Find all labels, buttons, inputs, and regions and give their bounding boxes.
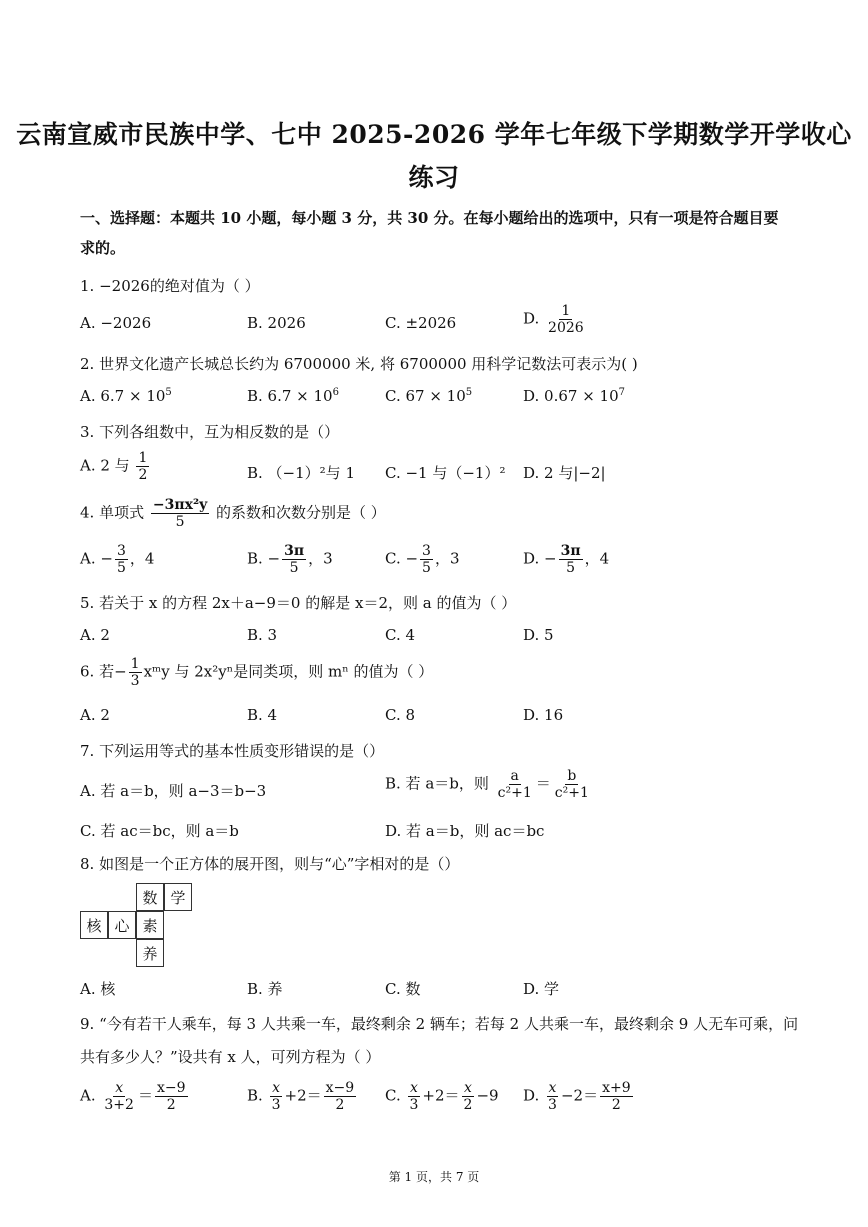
q4-d-prefix: D. − (523, 549, 557, 568)
q2-option-d (523, 387, 625, 405)
q9-option-c (385, 1080, 499, 1113)
denominator: c²+1 (554, 785, 589, 801)
q9-c-fraction-right (462, 1080, 475, 1113)
q3-option-a (80, 450, 151, 483)
numerator: 3 (116, 543, 126, 559)
q3-option-d: D. 2 与|−2| (523, 464, 606, 482)
q4-stem-suffix: 的系数和次数分别是（ ） (216, 503, 386, 522)
q4-b-suffix: ，3 (308, 549, 333, 568)
q4-option-a (80, 543, 154, 576)
q4-stem-fraction (151, 497, 209, 530)
q9-a-fraction-right (155, 1080, 188, 1113)
question-5-stem: 5. 若关于 x 的方程 2x＋a−9＝0 的解是 x＝2，则 a 的值为（ ） (80, 594, 517, 612)
q3-a-fraction (136, 450, 149, 483)
q6-option-c: C. 8 (385, 706, 416, 724)
denominator: 3 (130, 673, 140, 689)
q2-a-exp: 5 (165, 387, 172, 398)
numerator: x+9 (602, 1080, 631, 1096)
denominator: 5 (289, 560, 299, 576)
q5-option-a: A. 2 (80, 626, 110, 644)
q6-stem-prefix: 6. 若− (80, 662, 127, 681)
denominator: 2026 (548, 320, 584, 336)
q1-option-b: B. 2026 (247, 314, 306, 332)
question-4-stem (80, 497, 386, 530)
q4-a-prefix: A. − (80, 549, 113, 568)
q2-c-exp: 5 (465, 387, 473, 398)
q4-option-b (247, 543, 333, 576)
denominator: 3+2 (104, 1097, 134, 1113)
question-1-stem: 1. −2026的绝对值为（ ） (80, 277, 260, 295)
net-cell-xue: 学 (164, 883, 192, 911)
q1-d-prefix: D. (523, 309, 540, 328)
numerator: 3 (422, 543, 431, 559)
q5-option-d: D. 5 (523, 626, 554, 644)
q7-b-prefix: B. 若 a＝b，则 (385, 774, 489, 793)
q9-option-a (80, 1080, 190, 1113)
net-cell-xin: 心 (108, 911, 136, 939)
q6-stem-fraction (129, 656, 142, 689)
question-6-stem (80, 656, 433, 689)
q9-b-prefix: B. (247, 1086, 263, 1105)
denominator: 2 (335, 1097, 345, 1113)
numerator: b (567, 768, 577, 784)
q4-c-prefix: C. − (385, 549, 419, 568)
denominator: 3 (271, 1097, 281, 1113)
denominator: 2 (463, 1097, 473, 1113)
q8-option-c: C. 数 (385, 980, 421, 998)
q8-option-a: A. 核 (80, 980, 116, 998)
q9-a-fraction-left (102, 1080, 136, 1113)
q4-a-fraction (115, 543, 128, 576)
q7-option-d: D. 若 a＝b，则 ac＝bc (385, 822, 545, 840)
q4-b-prefix: B. − (247, 549, 281, 568)
net-cell-yang: 养 (136, 939, 164, 967)
q2-b-exp: 6 (332, 387, 339, 398)
numerator: x (464, 1080, 472, 1096)
q5-option-c: C. 4 (385, 626, 416, 644)
numerator: 1 (130, 656, 140, 672)
numerator: x−9 (325, 1080, 355, 1096)
numerator: x (272, 1080, 280, 1096)
question-9-stem-line1: 9. “今有若干人乘车，每 3 人共乘一车，最终剩余 2 辆车；若每 2 人共乘一车，最终剩余 9 人无车可乘，问 (80, 1015, 799, 1033)
denominator: 3 (409, 1097, 419, 1113)
q9-c-middle: +2＝ (422, 1086, 460, 1105)
q1-option-c: C. ±2026 (385, 314, 457, 332)
section-heading: 一、选择题：本题共 10 小题，每小题 3 分，共 30 分。在每小题给出的选项中，只有一项是符合题目要求的。 (80, 209, 779, 257)
q6-stem-rest: xᵐy 与 2x²yⁿ是同类项，则 mⁿ 的值为（ ） (143, 662, 434, 681)
q9-b-middle: +2＝ (284, 1086, 322, 1105)
q9-d-fraction-left (546, 1080, 559, 1113)
q4-d-fraction (559, 543, 583, 576)
numerator: a (510, 768, 519, 784)
numerator: 3π (284, 543, 305, 559)
denominator: 5 (116, 560, 126, 576)
q9-d-middle: −2＝ (560, 1086, 599, 1105)
q1-option-d (523, 303, 588, 336)
q4-c-suffix: ，3 (434, 549, 460, 568)
denominator: 5 (422, 560, 431, 576)
denominator: 5 (566, 560, 576, 576)
q9-b-fraction-right (324, 1080, 357, 1113)
q4-b-fraction (282, 543, 306, 576)
q9-option-d (523, 1080, 635, 1113)
q4-stem-prefix: 4. 单项式 (80, 503, 145, 522)
q9-a-prefix: A. (80, 1086, 96, 1105)
q6-option-d: D. 16 (523, 706, 564, 724)
q6-option-b: B. 4 (247, 706, 278, 724)
numerator: x (115, 1080, 124, 1096)
q2-option-a (80, 387, 172, 405)
page-title: 云南宣威市民族中学、七中 2025-2026 学年七年级下学期数学开学收心 (16, 120, 852, 149)
numerator: −3πx²y (152, 497, 208, 513)
denominator: c²+1 (497, 785, 532, 801)
q7-b-fraction-right (553, 768, 591, 801)
q3-a-prefix: A. 2 与 (80, 456, 130, 475)
q7-option-c: C. 若 ac＝bc，则 a＝b (80, 822, 239, 840)
net-cell-su: 素 (136, 911, 164, 939)
q9-b-fraction-left (270, 1080, 283, 1113)
q2-d-exp: 7 (618, 387, 625, 398)
q9-c-fraction-left (408, 1080, 421, 1113)
q8-option-d: D. 学 (523, 980, 560, 998)
denominator: 5 (175, 514, 185, 530)
q5-option-b: B. 3 (247, 626, 278, 644)
q2-option-c (385, 387, 472, 405)
question-3-stem: 3. 下列各组数中，互为相反数的是（） (80, 423, 340, 441)
q9-c-suffix: −9 (476, 1086, 499, 1105)
q6-option-a: A. 2 (80, 706, 110, 724)
numerator: x (548, 1080, 557, 1096)
q7-b-fraction-left (496, 768, 534, 801)
q7-option-b (385, 768, 593, 801)
q3-option-b: B. （−1）²与 1 (247, 464, 355, 482)
numerator: 1 (561, 303, 571, 319)
q9-option-b (247, 1080, 358, 1113)
q2-b-base: B. 6.7 × 10 (247, 387, 333, 405)
q2-option-b (247, 387, 339, 405)
q4-option-d (523, 543, 609, 576)
question-2-stem: 2. 世界文化遗产长城总长约为 6700000 米, 将 6700000 用科学记数法可表示为( ) (80, 355, 638, 373)
denominator: 2 (166, 1097, 176, 1113)
q1-d-fraction (546, 303, 586, 336)
q9-c-prefix: C. (385, 1086, 401, 1105)
q9-a-equals: ＝ (137, 1086, 153, 1105)
q2-c-base: C. 67 × 10 (385, 387, 466, 405)
net-cell-shu: 数 (136, 883, 164, 911)
net-cell-he: 核 (80, 911, 108, 939)
q4-c-fraction (420, 543, 433, 576)
q3-option-c: C. −1 与（−1）² (385, 464, 506, 482)
numerator: x (410, 1080, 418, 1096)
question-9-stem-line2: 共有多少人？”设共有 x 人，可列方程为（ ） (80, 1048, 381, 1066)
q4-d-suffix: ，4 (584, 549, 610, 568)
q7-option-a: A. 若 a＝b，则 a−3＝b−3 (80, 782, 267, 800)
q9-d-prefix: D. (523, 1086, 540, 1105)
q7-b-equals: ＝ (535, 774, 551, 793)
numerator: 1 (138, 450, 148, 466)
q9-d-fraction-right (600, 1080, 633, 1113)
page-title-continued: 练习 (408, 163, 460, 192)
q4-option-c (385, 543, 460, 576)
numerator: x−9 (156, 1080, 186, 1096)
denominator: 3 (548, 1097, 557, 1113)
denominator: 2 (611, 1097, 621, 1113)
question-8-stem: 8. 如图是一个正方体的展开图，则与“心”字相对的是（） (80, 855, 460, 873)
page-footer: 第 1 页，共 7 页 (388, 1170, 480, 1184)
q1-option-a: A. −2026 (80, 314, 152, 332)
q4-a-suffix: ，4 (129, 549, 155, 568)
question-7-stem: 7. 下列运用等式的基本性质变形错误的是（） (80, 742, 385, 760)
q8-option-b: B. 养 (247, 980, 283, 998)
numerator: 3π (560, 543, 581, 559)
q2-a-base: A. 6.7 × 10 (80, 387, 166, 405)
denominator: 2 (138, 467, 148, 483)
q2-d-base: D. 0.67 × 10 (523, 387, 619, 405)
